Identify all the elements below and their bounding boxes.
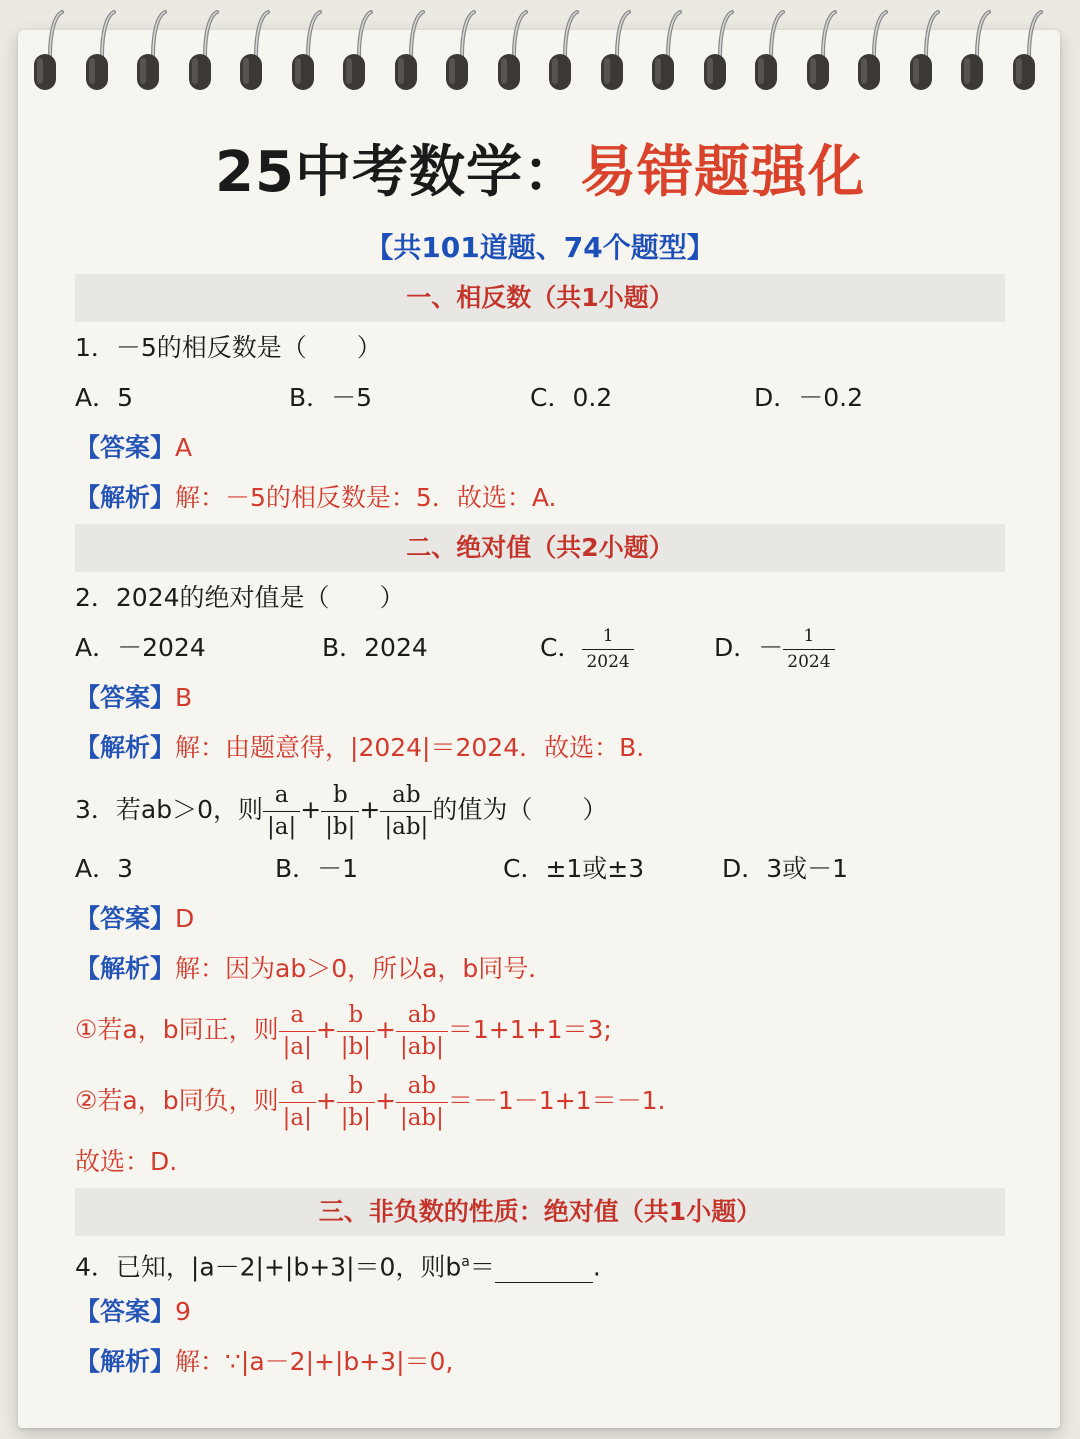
- page-title: [0, 128, 1080, 208]
- q1-option-b: B．－5: [289, 383, 373, 412]
- binding-ring: [337, 4, 373, 96]
- fraction-numerator: b: [332, 781, 348, 808]
- binding-ring: [955, 4, 991, 96]
- q3-case-2: [75, 1071, 665, 1131]
- q4-analysis: [75, 1346, 453, 1378]
- fraction-denominator: |ab|: [380, 811, 432, 839]
- fraction-denominator: |ab|: [396, 1102, 448, 1130]
- q4-answer: [75, 1296, 191, 1328]
- analysis-label: 【解析】: [75, 1347, 176, 1376]
- q3-case1-pre: ①若a，b同正，则: [75, 1015, 279, 1044]
- fraction-numerator: a: [274, 781, 289, 808]
- q1-answer-value: A: [175, 433, 193, 462]
- q3-option-a: A．3: [75, 854, 134, 883]
- fraction-numerator: b: [348, 1001, 364, 1028]
- fraction-denominator: |a|: [279, 1102, 316, 1130]
- q3-analysis: [75, 953, 553, 985]
- section-heading-1: 一、相反数（共1小题）: [75, 274, 1005, 322]
- binding-ring: [749, 4, 785, 96]
- plus-sign: +: [375, 1015, 396, 1044]
- fraction-numerator: ab: [392, 781, 421, 808]
- fraction-numerator: 1: [602, 625, 614, 646]
- fraction-denominator: |b|: [321, 811, 359, 839]
- plus-sign: +: [315, 1086, 337, 1115]
- q2-option-c-fraction: [582, 625, 633, 672]
- binding-ring: [698, 4, 734, 96]
- plus-sign: +: [359, 795, 381, 824]
- binding-ring: [80, 4, 116, 96]
- q1-stem: 1．－5的相反数是（ ）: [75, 333, 382, 362]
- title-highlight: 易错题强化: [579, 140, 865, 205]
- fraction-numerator: ab: [407, 1001, 437, 1028]
- fraction-denominator: |b|: [337, 1102, 375, 1130]
- q1-option-a: A．5: [75, 383, 134, 412]
- q3-case2-post: ＝－1－1+1＝－1.: [447, 1086, 666, 1115]
- q3-answer: [75, 903, 194, 935]
- q3-case2-frac-a: [279, 1072, 316, 1131]
- fraction-numerator: a: [290, 1001, 305, 1028]
- q3-analysis-text: 解：因为ab＞0，所以a，b同号．: [175, 954, 554, 983]
- q4-exponent: a: [461, 1254, 470, 1270]
- q2-option-d: [714, 624, 835, 672]
- q3-answer-value: D: [175, 904, 195, 933]
- analysis-label: 【解析】: [75, 483, 176, 512]
- q4-answer-value: 9: [175, 1297, 191, 1326]
- q2-answer: [75, 682, 192, 714]
- binding-ring: [852, 4, 888, 96]
- fraction-numerator: ab: [407, 1072, 437, 1099]
- q4-stem-end: .: [592, 1252, 601, 1282]
- q3-frac-ab: [380, 781, 432, 840]
- q3-conclusion: 故选：D.: [75, 1147, 178, 1176]
- binding-ring: [28, 4, 64, 96]
- spiral-binding: [0, 0, 1080, 100]
- binding-ring: [595, 4, 631, 96]
- q3-option-c: C．±1或±3: [503, 854, 645, 883]
- answer-blank: [495, 1257, 593, 1283]
- q4-stem-pre: 4．已知，|a－2|+|b+3|＝0，则b: [75, 1252, 462, 1282]
- q1-option-c: C．0.2: [530, 383, 613, 412]
- q3-option-b: B．－1: [275, 854, 359, 883]
- binding-ring: [389, 4, 425, 96]
- q2-option-a: A．－2024: [75, 633, 206, 662]
- binding-ring: [286, 4, 322, 96]
- fraction-numerator: a: [290, 1072, 305, 1099]
- binding-ring: [131, 4, 167, 96]
- fraction-numerator: 1: [803, 625, 815, 646]
- q3-case2-frac-ab: [396, 1072, 448, 1131]
- fraction-denominator: 2024: [582, 649, 633, 671]
- q3-case2-frac-b: [337, 1072, 375, 1131]
- q1-analysis-text: 解：－5的相反数是：5．故选：A.: [175, 483, 557, 512]
- q2-option-d-label: D．－: [714, 633, 784, 662]
- q3-stem: [75, 780, 607, 840]
- title-main: 25中考数学：: [215, 140, 580, 205]
- q3-case1-frac-ab: [396, 1001, 448, 1060]
- binding-ring: [1007, 4, 1043, 96]
- page-subtitle: 【共101道题、74个题型】: [365, 231, 715, 264]
- binding-ring: [543, 4, 579, 96]
- q1-answer: [75, 432, 192, 464]
- fraction-denominator: |a|: [263, 811, 300, 839]
- q1-option-d: D．－0.2: [754, 383, 864, 412]
- fraction-denominator: |a|: [279, 1031, 316, 1059]
- q2-option-d-fraction: [783, 625, 834, 672]
- binding-ring: [492, 4, 528, 96]
- q3-case1-post: ＝1+1+1＝3;: [447, 1015, 612, 1044]
- q3-stem-post: 的值为（ ）: [432, 795, 608, 824]
- q4-stem: [75, 1246, 601, 1283]
- q1-analysis: [75, 482, 556, 514]
- q3-stem-pre: 3．若ab＞0，则: [75, 795, 264, 824]
- q3-case1-frac-a: [279, 1001, 316, 1060]
- q3-frac-a: [263, 781, 300, 840]
- binding-ring: [904, 4, 940, 96]
- plus-sign: +: [375, 1086, 396, 1115]
- binding-ring: [646, 4, 682, 96]
- section-heading-3: 三、非负数的性质：绝对值（共1小题）: [75, 1188, 1005, 1236]
- q3-case-1: [75, 1000, 612, 1060]
- q3-case2-pre: ②若a，b同负，则: [75, 1086, 279, 1115]
- plus-sign: +: [315, 1015, 337, 1044]
- q3-option-d: D．3或－1: [722, 854, 849, 883]
- binding-ring: [801, 4, 837, 96]
- q3-frac-b: [321, 781, 359, 840]
- binding-ring: [234, 4, 270, 96]
- section-heading-2: 二、绝对值（共2小题）: [75, 524, 1005, 572]
- binding-ring: [440, 4, 476, 96]
- fraction-numerator: b: [348, 1072, 364, 1099]
- q2-option-c: [540, 624, 634, 672]
- fraction-denominator: |ab|: [396, 1031, 448, 1059]
- q2-stem: 2．2024的绝对值是（ ）: [75, 583, 405, 612]
- answer-label: 【答案】: [75, 1297, 176, 1326]
- q2-analysis-text: 解：由题意得，|2024|＝2024．故选：B.: [175, 733, 645, 762]
- fraction-denominator: |b|: [337, 1031, 375, 1059]
- q4-analysis-text: 解：∵|a－2|+|b+3|＝0,: [175, 1347, 454, 1376]
- answer-label: 【答案】: [75, 683, 176, 712]
- plus-sign: +: [300, 795, 322, 824]
- q2-option-b: B．2024: [322, 633, 428, 662]
- q2-answer-value: B: [175, 683, 193, 712]
- answer-label: 【答案】: [75, 433, 176, 462]
- q2-option-c-label: C．: [540, 633, 583, 662]
- fraction-denominator: 2024: [783, 649, 834, 671]
- q3-case1-frac-b: [337, 1001, 375, 1060]
- analysis-label: 【解析】: [75, 733, 176, 762]
- answer-label: 【答案】: [75, 904, 176, 933]
- binding-ring: [183, 4, 219, 96]
- q2-analysis: [75, 732, 644, 764]
- q4-stem-eq: ＝: [469, 1252, 495, 1282]
- analysis-label: 【解析】: [75, 954, 176, 983]
